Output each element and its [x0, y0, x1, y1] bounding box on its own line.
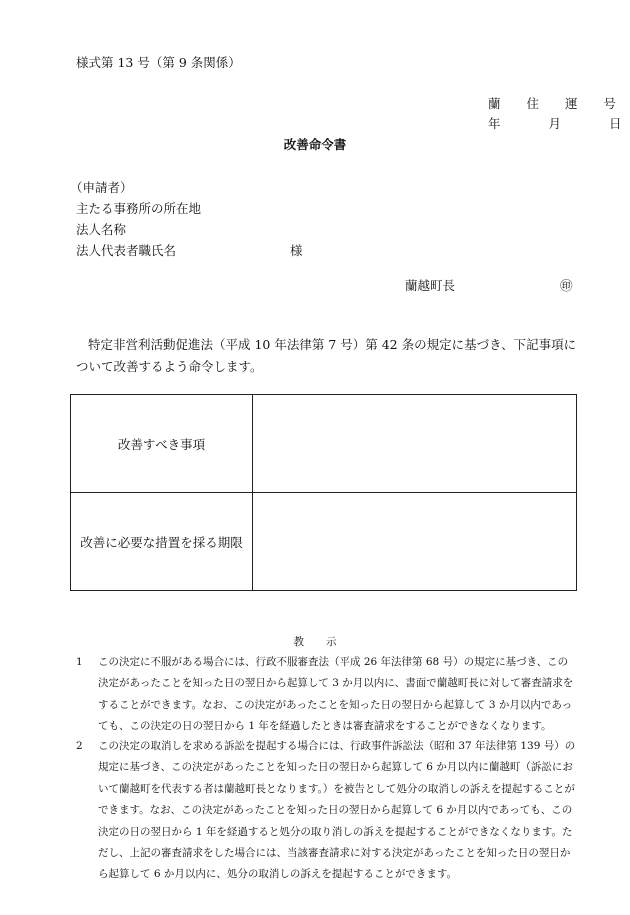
date-year: 年	[488, 116, 501, 131]
rep-name-label: 法人代表者職氏名	[76, 243, 177, 258]
seal-mark: ㊞	[560, 278, 573, 293]
applicant-block	[70, 177, 303, 261]
instruction-text: この決定の取消しを求める訴訟を提起する場合には、行政事件訴訟法（昭和 37 年法律第 139 号）の規定に基づき、この決定があったことを知った日の翌日から起算して 6 か月以内に蘭越町（訴訟において蘭越町を代表する者は蘭越町長となります。）を被告として処分の取消しの訴えを提起することができます。なお、この決定があったことを知った日の翌日から起算して 6 か月以内であっても、この決定の日の翌日から 1 年を経過すると処分の取り消しの訴えを提起することができなくなります。ただし、上記の審査請求をした場合には、当該審査請求に対する決定があったことを知った日の翌日から起算して 6 か月以内に、処分の取消しの訴えを提起することができます。	[98, 740, 576, 881]
table-row	[71, 493, 577, 591]
instruction-item	[76, 652, 578, 738]
corp-name-label: 法人名称	[76, 222, 127, 237]
order-items-table	[70, 394, 577, 591]
office-location-label: 主たる事務所の所在地	[76, 201, 202, 216]
table-cell-label: 改善すべき事項	[71, 395, 253, 493]
table-cell-label: 改善に必要な措置を採る期限	[71, 493, 253, 591]
date-month: 月	[548, 116, 562, 131]
honorific: 様	[290, 243, 303, 258]
form-number: 様式第 13 号（第 9 条関係）	[76, 55, 241, 70]
table-cell-value	[253, 395, 577, 493]
page-title: 改善命令書	[283, 137, 347, 152]
table-row	[71, 395, 577, 493]
applicant-heading: （申請者）	[70, 180, 133, 195]
table-cell-value	[253, 493, 577, 591]
rep-name-row	[70, 240, 303, 261]
order-text: 特定非営利活動促進法（平成 10 年法律第 7 号）第 42 条の規定に基づき、下記事項について改善するよう命令します。	[76, 337, 577, 374]
issuer-name: 蘭越町長	[405, 278, 456, 293]
date-day: 日	[609, 116, 622, 131]
instruction-number: 1	[76, 656, 83, 668]
instruction-title: 教示	[293, 636, 359, 648]
instruction-text: この決定に不服がある場合には、行政不服審査法（平成 26 年法律第 68 号）の規定に基づき、この決定があったことを知った日の翌日から起算して 3 か月以内に、書面で蘭越町長に対して審査請求をすることができます。なお、この決定があったことを知った日の翌日から起算して 3 か月以内であっても、この決定の日の翌日から 1 年を経過したときは審査請求をすることができなくなります。	[98, 656, 574, 733]
document-number: 蘭 住 運 号	[488, 96, 627, 111]
issue-date	[488, 114, 622, 132]
instruction-item	[76, 736, 578, 886]
instruction-number: 2	[76, 740, 83, 752]
